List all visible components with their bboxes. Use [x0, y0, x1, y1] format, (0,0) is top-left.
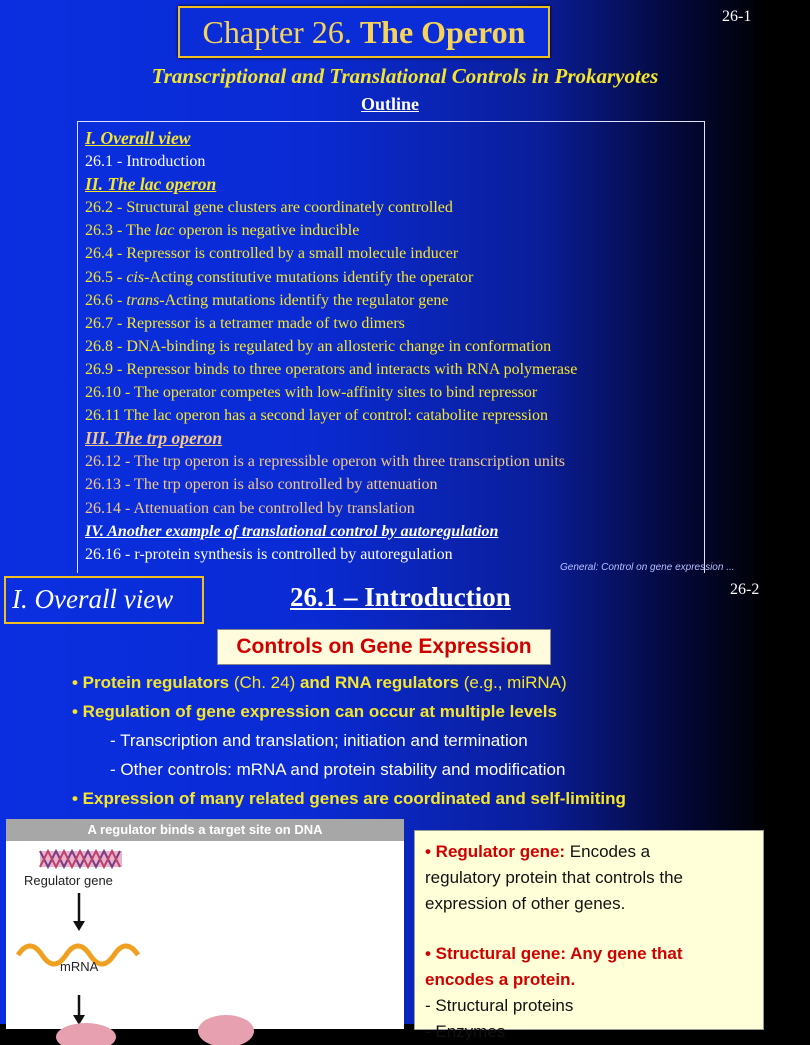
outline-item: 26.14 - Attenuation can be controlled by translation: [85, 499, 415, 517]
page-number: 26-1: [722, 8, 752, 25]
outline-item: 26.11 The lac operon has a second layer of control: catabolite repression: [85, 407, 548, 425]
dna-icon: [40, 851, 122, 867]
outline-item: 26.16 - r-protein synthesis is controlled by autoregulation: [85, 545, 453, 563]
sub-bullet: - Other controls: mRNA and protein stability and modification: [110, 760, 566, 779]
outline-item: 26.5 - cis-Acting constitutive mutations identify the operator: [85, 268, 474, 286]
outline-heading: IV. Another example of translational control by autoregulation: [85, 522, 499, 540]
chapter-subtitle: Transcriptional and Translational Controls in Prokaryotes: [151, 64, 659, 88]
bullet-regulators: [72, 673, 567, 693]
outline-item: 26.8 - DNA-binding is regulated by an allosteric change in conformation: [85, 337, 552, 355]
definition-text: Encodes a: [565, 842, 651, 861]
term-structural-gene: • Structural gene: Any gene that: [425, 944, 683, 963]
outline-box: [77, 121, 705, 577]
intro-title: 26.1 – Introduction: [290, 582, 511, 612]
definition-text: expression of other genes.: [425, 894, 626, 913]
bullet-coordinated: • Expression of many related genes are coordinated and self-limiting: [72, 789, 626, 808]
bullet-text: • Protein regulators: [72, 673, 230, 692]
definition-item: - Enzymes: [425, 1022, 506, 1041]
chapter-title-prefix: Chapter 26.: [202, 13, 352, 50]
bullet-text: (Ch. 24): [229, 673, 300, 692]
bullet-levels: • Regulation of gene expression can occur at multiple levels: [72, 702, 557, 721]
bullet-text: and RNA regulators: [299, 673, 459, 692]
outline-heading: III. The trp operon: [85, 428, 223, 449]
protein-icon: [198, 1015, 254, 1045]
outline-label: Outline: [360, 94, 419, 114]
controls-title-box: Controls on Gene Expression: [217, 629, 551, 665]
regulator-figure: [6, 819, 404, 1029]
definition-text: regulatory protein that controls the: [425, 868, 683, 887]
bullet-text: (e.g., miRNA): [458, 673, 567, 692]
label-regulator-gene: Regulator gene: [24, 873, 113, 888]
slide-26-2: [0, 573, 768, 1041]
chapter-title-main: The Operon: [359, 13, 526, 50]
term-structural-gene: encodes a protein.: [425, 970, 576, 989]
outline-heading: II. The lac operon: [85, 174, 217, 195]
section-title: I. Overall view: [4, 576, 204, 624]
figure-header: A regulator binds a target site on DNA: [6, 819, 404, 841]
outline-heading: I. Overall view: [85, 128, 191, 148]
outline-item: 26.10 - The operator competes with low-affinity sites to bind repressor: [85, 384, 538, 402]
outline-item: 26.12 - The trp operon is a repressible operon with three transcription units: [85, 453, 566, 471]
label-mrna: mRNA: [60, 959, 99, 974]
arrow-down-icon: [73, 995, 85, 1025]
outline-item: 26.13 - The trp operon is also controlled by attenuation: [85, 476, 438, 494]
chapter-title: [178, 6, 550, 58]
outline-item: 26.2 - Structural gene clusters are coordinately controlled: [85, 199, 453, 217]
arrow-down-icon: [73, 893, 85, 931]
figure-drawing: [6, 841, 404, 1029]
footer-note: General: Control on gene expression ...: [560, 562, 735, 573]
outline-item: 26.6 - trans-Acting mutations identify the regulator gene: [85, 291, 449, 309]
page-number: 26-2: [730, 581, 760, 598]
protein-icon: [56, 1023, 116, 1045]
definitions-box: [414, 830, 764, 1041]
sub-bullet: - Transcription and translation; initiation and termination: [110, 731, 528, 750]
outline-item: 26.3 - The lac operon is negative inducible: [85, 222, 360, 240]
outline-item: 26.9 - Repressor binds to three operators and interacts with RNA polymerase: [85, 360, 578, 378]
outline-item: 26.7 - Repressor is a tetramer made of two dimers: [85, 314, 405, 332]
outline-item: 26.1 - Introduction: [85, 153, 206, 171]
term-regulator-gene: • Regulator gene:: [425, 842, 566, 861]
outline-item: 26.4 - Repressor is controlled by a small molecule inducer: [85, 245, 459, 263]
definition-item: - Structural proteins: [425, 996, 574, 1015]
